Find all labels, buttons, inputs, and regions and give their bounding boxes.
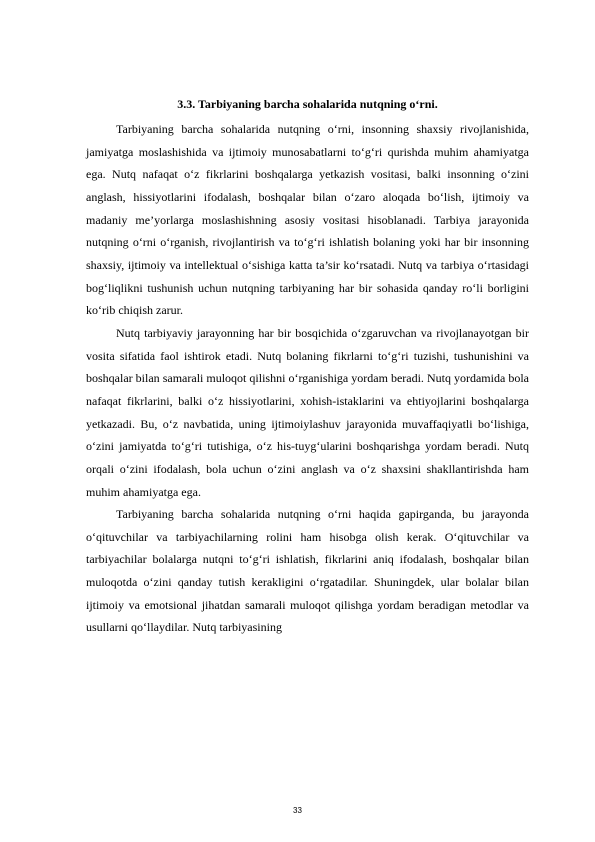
document-page <box>86 97 529 639</box>
paragraph-1: Tarbiyaning barcha sohalarida nutqning o‘rni, insonning shaxsiy rivojlanishida, jamiyatga moslashishida va ijtimoiy munosabatlarni to‘g‘ri qurishda muhim ahamiyatga ega. Nutq nafaqat o‘z fikrlarini boshqalarga yetkazish vositasi, balki insonning o‘zini anglash, hissiyotlarini ifodalash, boshqalar bilan o‘zaro aloqada bo‘lish, ijtimoiy va madaniy me’yorlarga moslashishning asosiy vositasi hisoblanadi. Tarbiya jarayonida nutqning o‘rni o‘rganish, rivojlantirish va to‘g‘ri ishlatish bolaning yoki har bir insonning shaxsiy, ijtimoiy va intellektual o‘sishiga katta ta’sir ko‘rsatadi. Nutq va tarbiya o‘rtasidagi bog‘liqlikni tushunish uchun nutqning tarbiyaning har bir sohasida qanday ro‘li borligini ko‘rib chiqish zarur. <box>86 122 529 318</box>
section-heading: 3.3. Tarbiyaning barcha sohalarida nutqning o‘rni. <box>177 97 438 111</box>
page-number: 33 <box>293 806 302 815</box>
paragraph-2: Nutq tarbiyaviy jarayonning har bir bosqichida o‘zgaruvchan va rivojlanayotgan bir vosita sifatida faol ishtirok etadi. Nutq bolaning fikrlarni to‘g‘ri tuzishi, tushunishini va boshqalar bilan samarali muloqot qilishni o‘rganishiga yordam beradi. Nutq yordamida bola nafaqat fikrlarini, balki o‘z hissiyotlarini, xohish-istaklarini va ehtiyojlarini boshqalarga yetkazadi. Bu, o‘z navbatida, uning ijtimoiylashuv jarayonida muvaffaqiyatli bo‘lishiga, o‘zini jamiyatda to‘g‘ri tutishiga, o‘z his-tuyg‘ularini boshqarishga yordam beradi. Nutq orqali o‘zini ifodalash, bola uchun o‘zini anglash va o‘z shaxsini shakllantirishda ham muhim ahamiyatga ega. <box>86 325 529 499</box>
paragraph-3: Tarbiyaning barcha sohalarida nutqning o‘rni haqida gapirganda, bu jarayonda o‘qituvchilar va tarbiyachilarning rolini ham hisobga olish kerak. O‘qituvchilar va tarbiyachilar bolalarga nutqni to‘g‘ri ishlatish, fikrlarini aniq ifodalash, boshqalar bilan muloqotda o‘zini qanday tutish kerakligini o‘rgatadilar. Shuningdek, ular bolalar bilan ijtimoiy va emotsional jihatdan samarali muloqot qilishga yordam beradigan metodlar va usullarni qo‘llaydilar. Nutq tarbiyasining <box>86 507 529 635</box>
